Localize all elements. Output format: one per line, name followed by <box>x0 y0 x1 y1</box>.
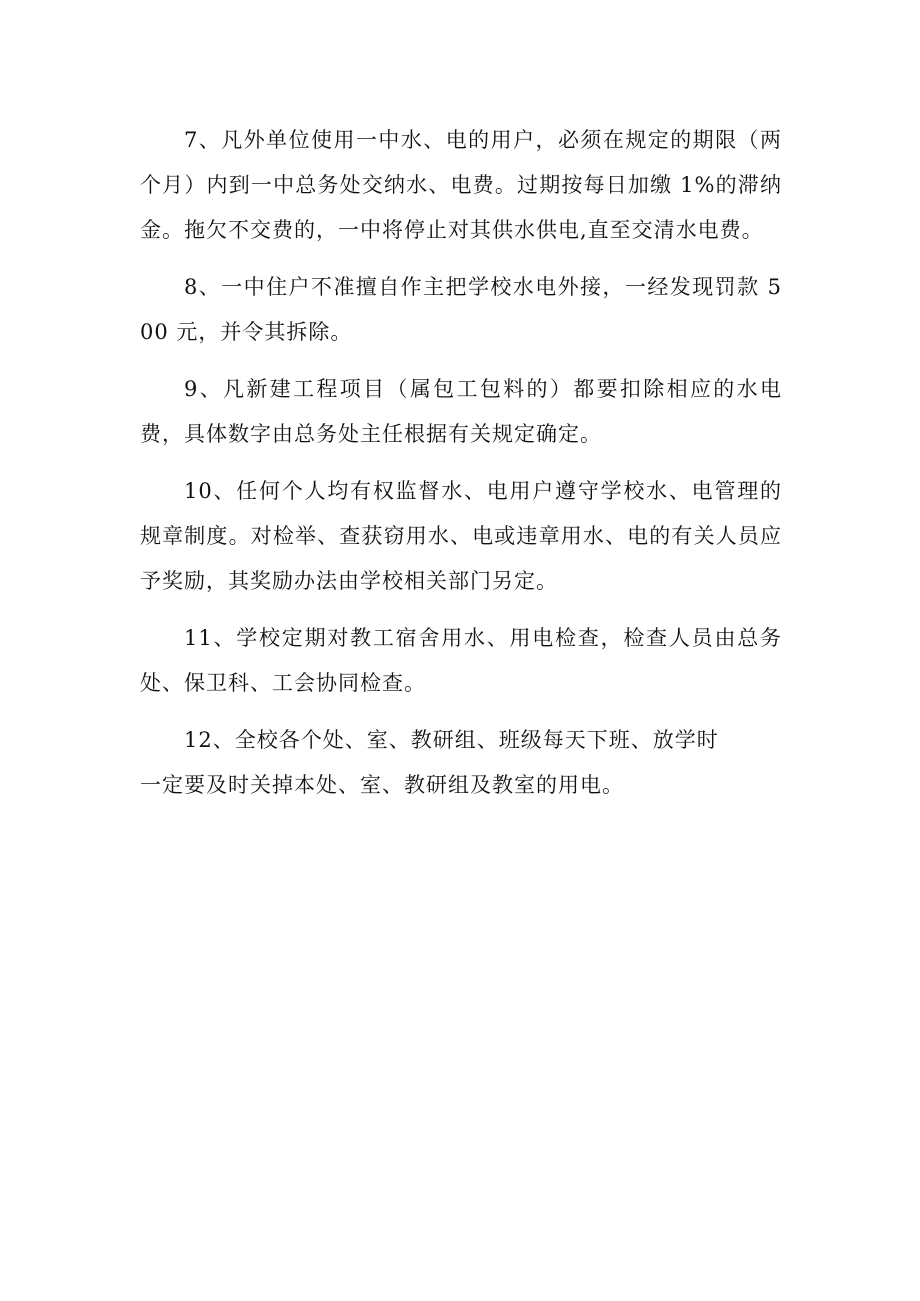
document-body <box>140 118 782 808</box>
paragraph-10: 10、任何个人均有权监督水、电用户遵守学校水、电管理的规章制度。对检举、查获窃用水、电或违章用水、电的有关人员应予奖励，其奖励办法由学校相关部门另定。 <box>140 479 782 593</box>
paragraph-12-line-2: 一定要及时关掉本处、室、教研组及教室的用电。 <box>140 773 624 797</box>
paragraph-9: 9、凡新建工程项目（属包工包料的）都要扣除相应的水电费，具体数字由总务处主任根据有关规定确定。 <box>140 377 782 446</box>
paragraph-8: 8、一中住户不准擅自作主把学校水电外接，一经发现罚款 500 元，并令其拆除。 <box>140 275 782 344</box>
paragraph-12 <box>140 718 782 808</box>
paragraph-11: 11、学校定期对教工宿舍用水、用电检查，检查人员由总务处、保卫科、工会协同检查。 <box>140 626 782 695</box>
paragraph-7: 7、凡外单位使用一中水、电的用户，必须在规定的期限（两个月）内到一中总务处交纳水、电费。过期按每日加缴 1%的滞纳金。拖欠不交费的，一中将停止对其供水供电,直至交清水电费。 <box>140 128 782 242</box>
paragraph-12-line-1: 12、全校各个处、室、教研组、班级每天下班、放学时 <box>184 728 719 752</box>
